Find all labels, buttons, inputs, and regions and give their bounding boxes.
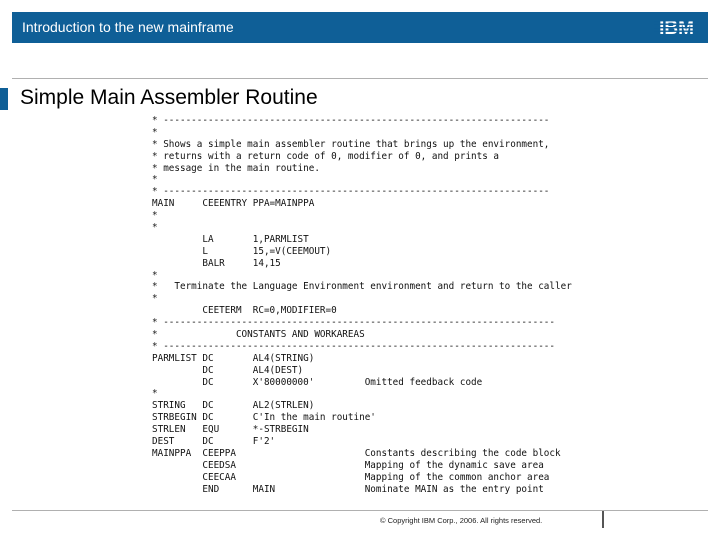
title-accent-bar: [0, 88, 8, 110]
ibm-logo: [654, 17, 699, 37]
code-line: STRLEN EQU *-STRBEGIN: [152, 424, 309, 436]
code-line: BALR 14,15: [152, 257, 281, 269]
code-line: *: [152, 293, 158, 305]
code-line: CEETERM RC=0,MODIFIER=0: [152, 305, 337, 317]
code-line: * CONSTANTS AND WORKAREAS: [152, 329, 365, 341]
code-line: DC AL4(DEST): [152, 364, 304, 376]
top-divider: [12, 78, 708, 79]
code-line: END MAIN Nominate MAIN as the entry point: [152, 483, 544, 495]
code-line: STRBEGIN DC C'In the main routine': [152, 412, 376, 424]
code-line: STRING DC AL2(STRLEN): [152, 400, 315, 412]
code-line: * message in the main routine.: [152, 162, 320, 174]
code-line: L 15,=V(CEEMOUT): [152, 245, 332, 257]
code-line: CEECAA Mapping of the common anchor area: [152, 471, 550, 483]
code-line: MAINPPA CEEPPA Constants describing the code block: [152, 447, 561, 459]
copyright-text: © Copyright IBM Corp., 2006. All rights reserved.: [380, 516, 543, 525]
code-line: LA 1,PARMLIST: [152, 233, 309, 245]
code-line: * ---------------------------------------------------------------------: [152, 115, 550, 126]
code-line: *: [152, 269, 158, 281]
code-line: *: [152, 222, 158, 234]
code-line: CEEDSA Mapping of the dynamic save area: [152, 459, 544, 471]
code-line: *: [152, 210, 158, 222]
page-title: Simple Main Assembler Routine: [20, 86, 318, 109]
footer-divider: [602, 511, 604, 528]
code-line: * ----------------------------------------------------------------------: [152, 317, 555, 329]
code-line: DC X'80000000' Omitted feedback code: [152, 376, 483, 388]
code-line: * Terminate the Language Environment environment and return to the caller: [152, 281, 572, 293]
code-line: * ---------------------------------------------------------------------: [152, 186, 550, 198]
header-bar: [12, 12, 708, 43]
code-line: PARMLIST DC AL4(STRING): [152, 352, 315, 364]
code-line: * Shows a simple main assembler routine that brings up the environment,: [152, 138, 550, 150]
code-line: *: [152, 388, 158, 400]
code-line: *: [152, 174, 158, 186]
code-line: * ----------------------------------------------------------------------: [152, 340, 555, 352]
code-line: DEST DC F'2': [152, 436, 276, 448]
code-line: MAIN CEEENTRY PPA=MAINPPA: [152, 198, 315, 210]
code-listing: [152, 115, 572, 501]
code-line: * returns with a return code of 0, modifier of 0, and prints a: [152, 150, 500, 162]
header-title: Introduction to the new mainframe: [22, 19, 234, 35]
code-line: *: [152, 126, 158, 138]
